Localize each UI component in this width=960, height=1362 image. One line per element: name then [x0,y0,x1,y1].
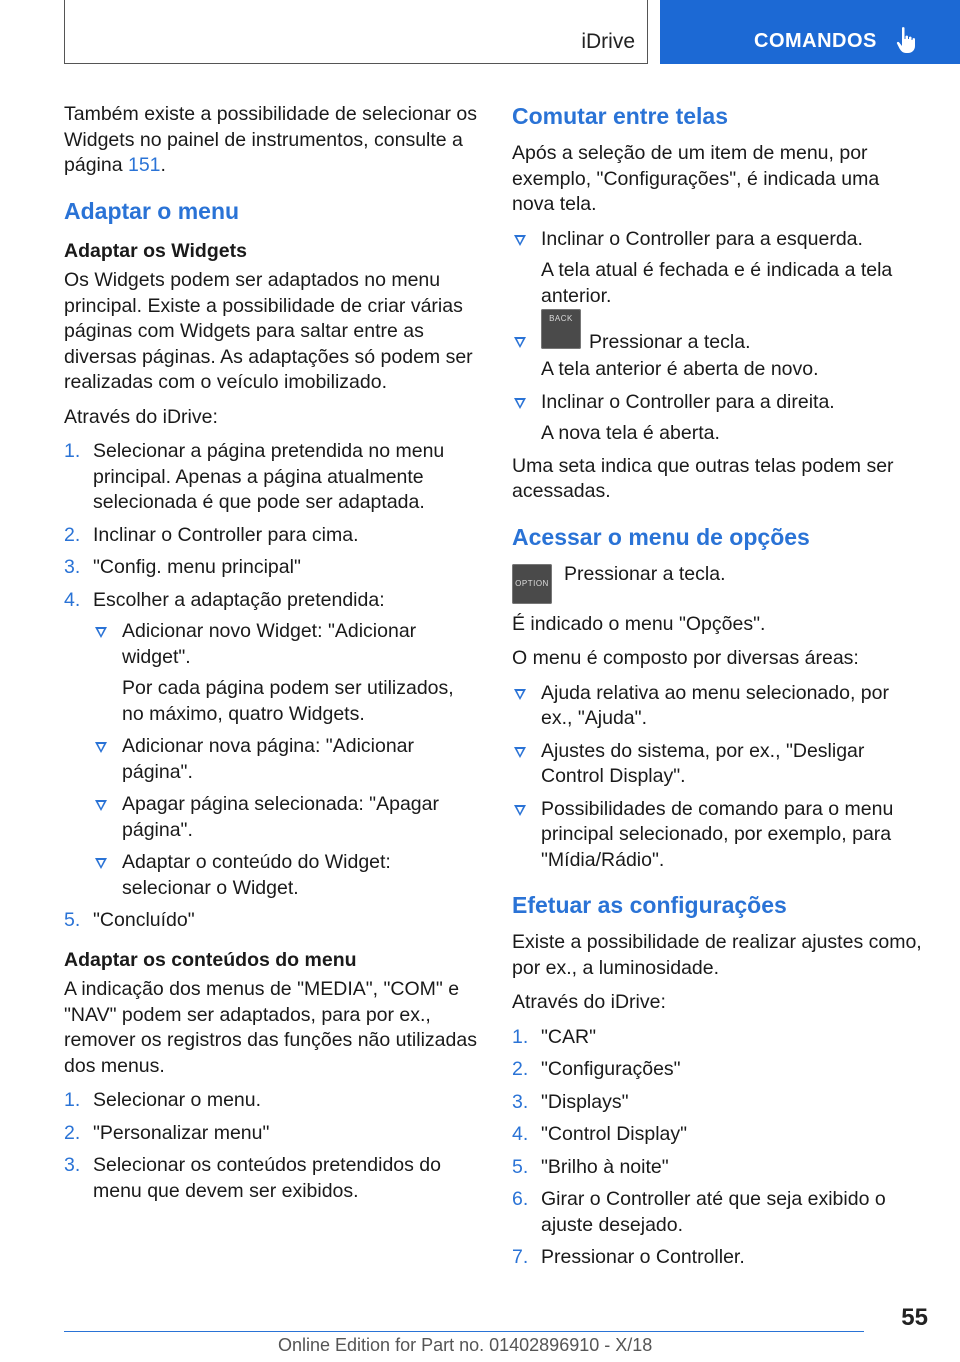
option-key-row [512,562,924,612]
paragraph-conteudos: A indicação dos menus de "MEDIA", "COM" e "NAV" podem ser adaptados, para por ex., remover os registros das funções não utilizadas dos menus. [64,978,477,1077]
adaptation-options-list [93,619,480,901]
bullet-text: Pressionar a tecla. [589,331,751,354]
list-item [512,797,924,874]
pointing-hand-icon [896,26,918,59]
paragraph-composto: O menu é composto por diversas áreas: [512,647,859,669]
list-item [512,1245,924,1271]
step-text: "Brilho à noite" [541,1155,669,1178]
bullet-triangle-icon [514,235,526,246]
step-text: "CAR" [541,1025,597,1048]
heading-adaptar-menu: Adaptar o menu [64,197,240,224]
bullet-text: Possibilidades de comando para o menu principal selecionado, por exemplo, para "Mídia/Rádio". [541,797,894,871]
paragraph-indicado: É indicado o menu "Opções". [512,612,766,635]
heading-menu-opcoes: Acessar o menu de opções [512,523,810,550]
bullet-triangle-icon [514,805,526,816]
step-number: 1. [512,1025,529,1048]
step-text: "Configurações" [541,1058,681,1080]
bullet-triangle-icon [95,800,107,811]
bullet-triangle-icon [514,337,526,348]
header-chapter-tab [660,0,960,64]
step-number: 3. [64,556,81,578]
step-number: 2. [512,1058,529,1080]
list-item [512,1057,924,1083]
step-text: Selecionar os conteúdos pretendidos do menu que devem ser exibidos. [93,1154,441,1202]
step-number: 7. [512,1246,529,1268]
intro-paragraph [64,102,480,179]
page-number: 55 [901,1304,928,1331]
heading-comutar-telas: Comutar entre telas [512,103,729,129]
heading-efetuar-configuracoes: Efetuar as configurações [512,892,787,918]
footer-divider [64,1331,864,1332]
step-number: 4. [64,588,81,611]
intro-end: . [160,154,166,176]
list-item [512,1122,924,1148]
widgets-steps-list [64,439,480,934]
bullet-note: A tela atual é fechada e é indicada a tela anterior. [541,259,893,307]
bullet-text: Adaptar o conteúdo do Widget: selecionar o Widget. [122,851,391,899]
heading-adaptar-widgets: Adaptar os Widgets [64,239,247,262]
list-item [512,314,924,383]
list-item [64,1088,480,1114]
step-text: Girar o Controller até que seja exibido o ajuste desejado. [541,1188,886,1236]
step-number: 1. [64,440,81,462]
step-number: 6. [512,1188,529,1210]
paragraph-atraves-right: Através do iDrive: [512,991,666,1013]
list-item [512,227,924,310]
step-text: Selecionar a página pretendida no menu principal. Apenas a página atualmente selecionada é que pode ser adaptada. [93,440,445,513]
list-item [93,850,480,901]
step-number: 1. [64,1089,81,1111]
bullet-text: Ajuda relativa ao menu selecionado, por ex., "Ajuda". [541,681,889,729]
step-text: "Config. menu principal" [93,556,301,578]
list-item [64,523,480,549]
step-text: Selecionar o menu. [93,1089,262,1111]
list-item [512,681,924,732]
bullet-triangle-icon [514,398,526,409]
bullet-text: Adicionar nova página: "Adicionar página". [122,735,415,783]
list-item [64,1121,480,1147]
list-item [512,1187,924,1238]
header-section-title: iDrive [581,30,635,53]
list-item [512,1025,924,1051]
step-number: 2. [64,523,81,546]
header-chapter-title: COMANDOS [754,30,877,52]
bullet-triangle-icon [95,742,107,753]
bullet-note: A nova tela é aberta. [541,422,720,444]
paragraph-atraves: Através do iDrive: [64,405,218,428]
list-item [64,555,480,581]
step-text: "Concluído" [93,909,195,931]
paragraph-config: Existe a possibilidade de realizar ajustes como, por ex., a luminosidade. [512,931,922,979]
bullet-text: Inclinar o Controller para a direita. [541,390,835,413]
paragraph-widgets: Os Widgets podem ser adaptados no menu principal. Existe a possibilidade de criar várias páginas com Widgets para saltar entre as diversas páginas. As adaptações só podem ser realizadas com o veículo imobilizado. [64,269,473,393]
paragraph-pressionar: Pressionar a tecla. [564,562,726,585]
list-item [64,908,480,934]
bullet-text: Apagar página selecionada: "Apagar página". [122,793,439,841]
list-item [93,734,480,785]
back-key-icon: BACK [541,309,581,349]
left-column [64,100,480,1212]
page-link[interactable]: 151 [127,154,161,176]
list-item [512,739,924,790]
bullet-triangle-icon [95,627,107,638]
step-number: 5. [64,909,81,931]
step-text: "Personalizar menu" [93,1121,270,1144]
step-number: 4. [512,1123,529,1145]
list-item [64,439,480,516]
step-text: "Control Display" [541,1123,688,1145]
conteudos-steps-list [64,1088,480,1204]
bullet-text: Adicionar novo Widget: "Adicionar widget". [122,620,417,668]
header-section-box [64,0,648,64]
bullet-text: Ajustes do sistema, por ex., "Desligar Control Display". [541,739,865,787]
bullet-text: Inclinar o Controller para a esquerda. [541,227,863,250]
list-item [93,619,480,727]
list-item [64,588,480,902]
paragraph-seta: Uma seta indica que outras telas podem ser acessadas. [512,454,894,502]
right-column [512,100,924,1279]
option-key-icon: OPTION [512,564,552,604]
step-text: Inclinar o Controller para cima. [93,523,359,546]
bullet-triangle-icon [95,858,107,869]
list-item [512,390,924,447]
step-number: 5. [512,1155,529,1178]
bullet-triangle-icon [514,747,526,758]
intro-text: Também existe a possibilidade de selecionar os Widgets no painel de instrumentos, consulte a página [64,103,477,176]
step-number: 3. [64,1154,81,1176]
heading-adaptar-conteudos: Adaptar os conteúdos do menu [64,948,357,971]
config-steps-list [512,1025,924,1271]
comutar-list [512,227,924,447]
step-text: "Displays" [541,1090,629,1113]
list-item [512,1155,924,1181]
options-areas-list [512,681,924,874]
step-number: 3. [512,1090,529,1113]
list-item [64,1153,480,1204]
list-item [512,1090,924,1116]
footer-edition: Online Edition for Part no. 01402896910 - X/18 [278,1335,653,1355]
bullet-triangle-icon [514,689,526,700]
step-text: Pressionar o Controller. [541,1246,745,1268]
step-number: 2. [64,1121,81,1144]
bullet-note: A tela anterior é aberta de novo. [541,358,819,380]
list-item [93,792,480,843]
paragraph-comutar: Após a seleção de um item de menu, por exemplo, "Configurações", é indicada uma nova tela. [512,142,880,215]
step-text: Escolher a adaptação pretendida: [93,588,385,611]
bullet-note: Por cada página podem ser utilizados, no máximo, quatro Widgets. [122,677,454,725]
